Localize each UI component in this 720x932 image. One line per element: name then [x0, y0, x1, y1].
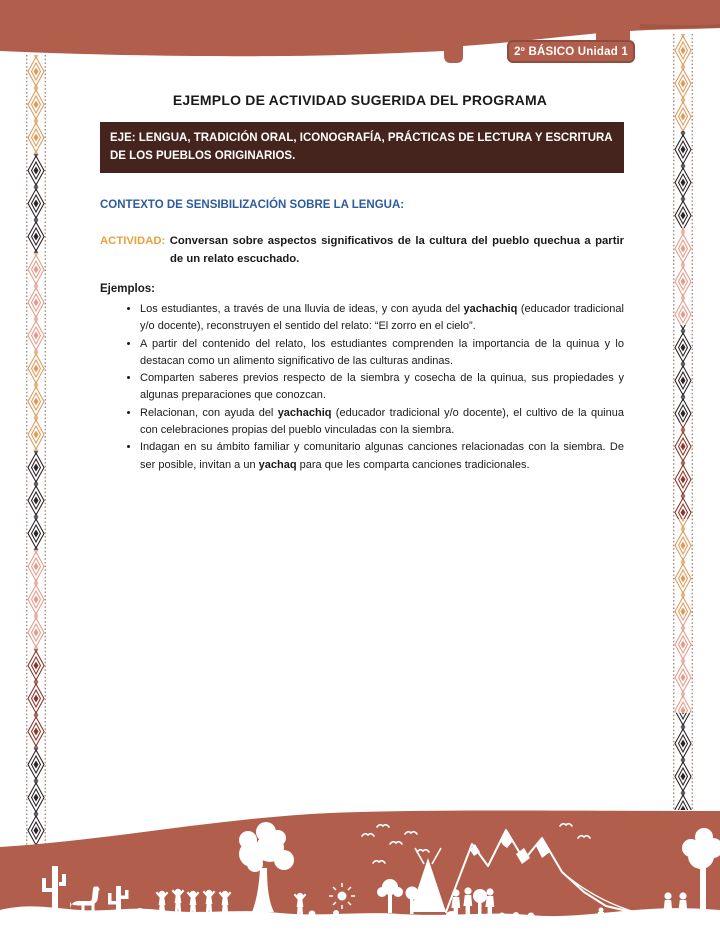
text-segment: para que les comparta canciones tradicionales.	[296, 458, 530, 471]
activity-paragraph	[100, 232, 624, 268]
text-segment: Los estudiantes, a través de una lluvia de ideas, y con ayuda del	[140, 303, 464, 315]
examples-heading: Ejemplos:	[100, 283, 155, 295]
example-bullet	[140, 370, 624, 405]
example-bullet	[140, 405, 624, 440]
text-segment: yachachiq	[463, 303, 518, 315]
text-segment: A partir del contenido del relato, los estudiantes comprenden la importancia de la quinua y lo destacan como un alimento significativo de las culturas andinas.	[140, 337, 624, 367]
activity-text: Conversan sobre aspectos significativos de la cultura del pueblo quechua a partir de un relato escuchado.	[169, 235, 624, 265]
examples-list	[100, 301, 624, 474]
text-segment: Indagan en su ámbito familiar y comunitario algunas canciones relacionadas con la siembra. De ser posible, invitan a un	[140, 441, 624, 471]
text-segment: Comparten saberes previos respecto de la siembra y cosecha de la quinua, sus propiedades y algunas preparaciones que conozcan.	[140, 372, 624, 402]
text-segment: yachaq	[258, 458, 297, 471]
example-bullet	[140, 301, 624, 336]
text-segment: (educador tradicional y/o docente), reconstruyen el sentido del relato: “El zorro en el cielo”.	[140, 303, 624, 333]
footer-landscape-illustration	[0, 811, 720, 932]
example-bullet	[140, 336, 624, 371]
unit-badge: 2º BÁSICO Unidad 1	[507, 40, 635, 63]
eje-banner: EJE: LENGUA, TRADICIÓN ORAL, ICONOGRAFÍA, PRÁCTICAS DE LECTURA Y ESCRITURA DE LOS PUEBLOS ORIGINARIOS.	[100, 122, 624, 173]
textile-border-left	[26, 55, 46, 845]
textile-border-right	[673, 34, 693, 810]
example-bullet	[140, 439, 624, 474]
rock-silhouette	[446, 911, 458, 919]
page-title: EJEMPLO DE ACTIVIDAD SUGERIDA DEL PROGRAMA	[172, 92, 548, 108]
context-heading: CONTEXTO DE SENSIBILIZACIÓN SOBRE LA LENGUA:	[100, 199, 405, 211]
text-segment: (educador tradicional y/o docente), el cultivo de la quinua con celebraciones propias del pueblo vinculadas con la siembra.	[140, 406, 624, 437]
text-segment: yachachiq	[277, 406, 332, 419]
text-segment: Relacionan, con ayuda del	[140, 406, 278, 419]
activity-label: ACTIVIDAD:	[100, 235, 166, 247]
